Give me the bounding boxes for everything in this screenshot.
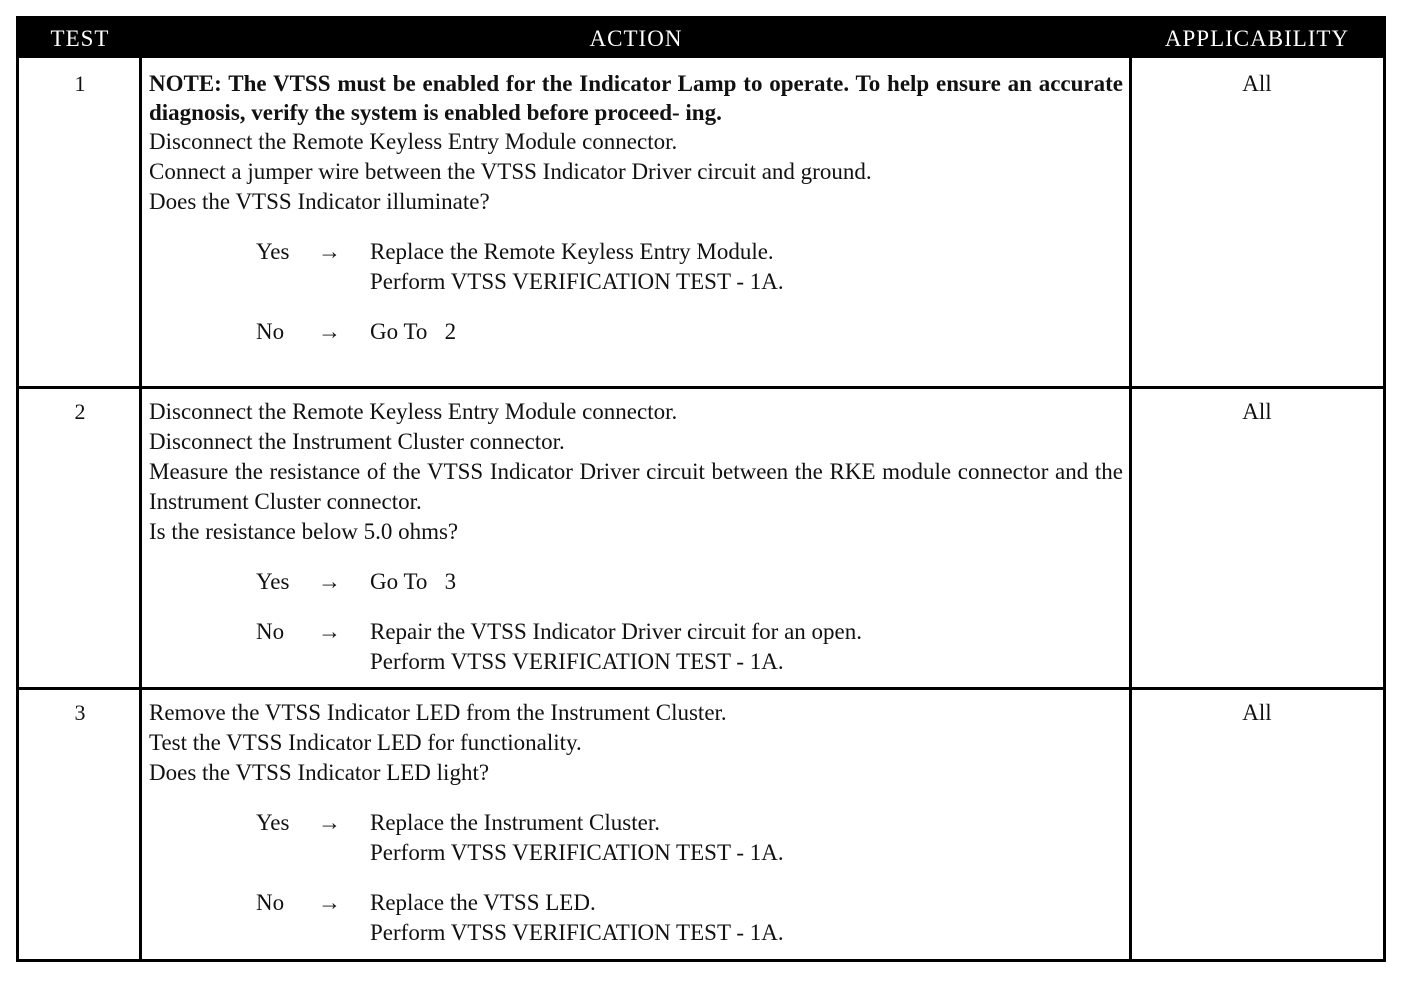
step-text: Remove the VTSS Indicator LED from the Instrument Cluster. <box>149 700 727 725</box>
step-text: Disconnect the Remote Keyless Entry Module connector. <box>149 129 678 154</box>
question-text: Does the VTSS Indicator illuminate? <box>149 189 490 214</box>
table-row <box>19 61 1383 386</box>
branch-line: Replace the Remote Keyless Entry Module. <box>370 239 774 264</box>
arrow-icon: → <box>318 810 341 835</box>
table-header <box>19 19 1383 58</box>
no-label: No <box>256 319 285 344</box>
diagnostic-table <box>16 16 1386 962</box>
note-text: NOTE: The VTSS must be enabled for the Indicator Lamp to operate. To help ensure an accurate diagnosis, verify the system is enabled before proceed- ing. <box>149 71 1123 125</box>
branch-line: Repair the VTSS Indicator Driver circuit for an open. <box>370 619 863 644</box>
yes-label: Yes <box>256 239 290 264</box>
step-text: Test the VTSS Indicator LED for functionality. <box>149 730 582 755</box>
question-text: Is the resistance below 5.0 ohms? <box>149 519 459 544</box>
branch-line: Perform VTSS VERIFICATION TEST - 1A. <box>370 269 784 294</box>
branch-line: Replace the Instrument Cluster. <box>370 810 660 835</box>
no-branch <box>256 317 1123 347</box>
yes-branch <box>256 567 1123 597</box>
test-number: 1 <box>74 71 86 96</box>
step-text: Disconnect the Instrument Cluster connector. <box>149 429 565 454</box>
table-row <box>19 389 1383 687</box>
header-action: ACTION <box>589 26 683 51</box>
step-text: Measure the resistance of the VTSS Indicator Driver circuit between the RKE module connector and the Instrument Cluster connector. <box>149 459 1123 514</box>
branch-line: Perform VTSS VERIFICATION TEST - 1A. <box>370 840 784 865</box>
branch-line: Perform VTSS VERIFICATION TEST - 1A. <box>370 920 784 945</box>
no-label: No <box>256 619 285 644</box>
branch-line: Go To 3 <box>370 569 457 594</box>
action-cell <box>149 69 1123 347</box>
action-cell <box>149 698 1123 948</box>
no-label: No <box>256 890 285 915</box>
applicability-value: All <box>1242 71 1272 96</box>
no-branch <box>256 888 1123 948</box>
no-branch <box>256 617 1123 677</box>
question-text: Does the VTSS Indicator LED light? <box>149 760 490 785</box>
branch-line: Go To 2 <box>370 319 457 344</box>
arrow-icon: → <box>318 890 341 915</box>
branch-line: Perform VTSS VERIFICATION TEST - 1A. <box>370 649 784 674</box>
action-cell <box>149 397 1123 677</box>
test-number: 2 <box>74 399 86 424</box>
applicability-value: All <box>1242 700 1272 725</box>
yes-branch <box>256 808 1123 868</box>
header-applicability: APPLICABILITY <box>1164 26 1350 51</box>
arrow-icon: → <box>318 239 341 264</box>
table-row <box>19 690 1383 962</box>
test-number: 3 <box>74 700 86 725</box>
arrow-icon: → <box>318 569 341 594</box>
branch-line: Replace the VTSS LED. <box>370 890 596 915</box>
header-test: TEST <box>50 26 110 51</box>
yes-branch <box>256 237 1123 297</box>
step-text: Connect a jumper wire between the VTSS Indicator Driver circuit and ground. <box>149 159 872 184</box>
yes-label: Yes <box>256 569 290 594</box>
applicability-value: All <box>1242 399 1272 424</box>
arrow-icon: → <box>318 319 341 344</box>
arrow-icon: → <box>318 619 341 644</box>
step-text: Disconnect the Remote Keyless Entry Module connector. <box>149 399 678 424</box>
yes-label: Yes <box>256 810 290 835</box>
